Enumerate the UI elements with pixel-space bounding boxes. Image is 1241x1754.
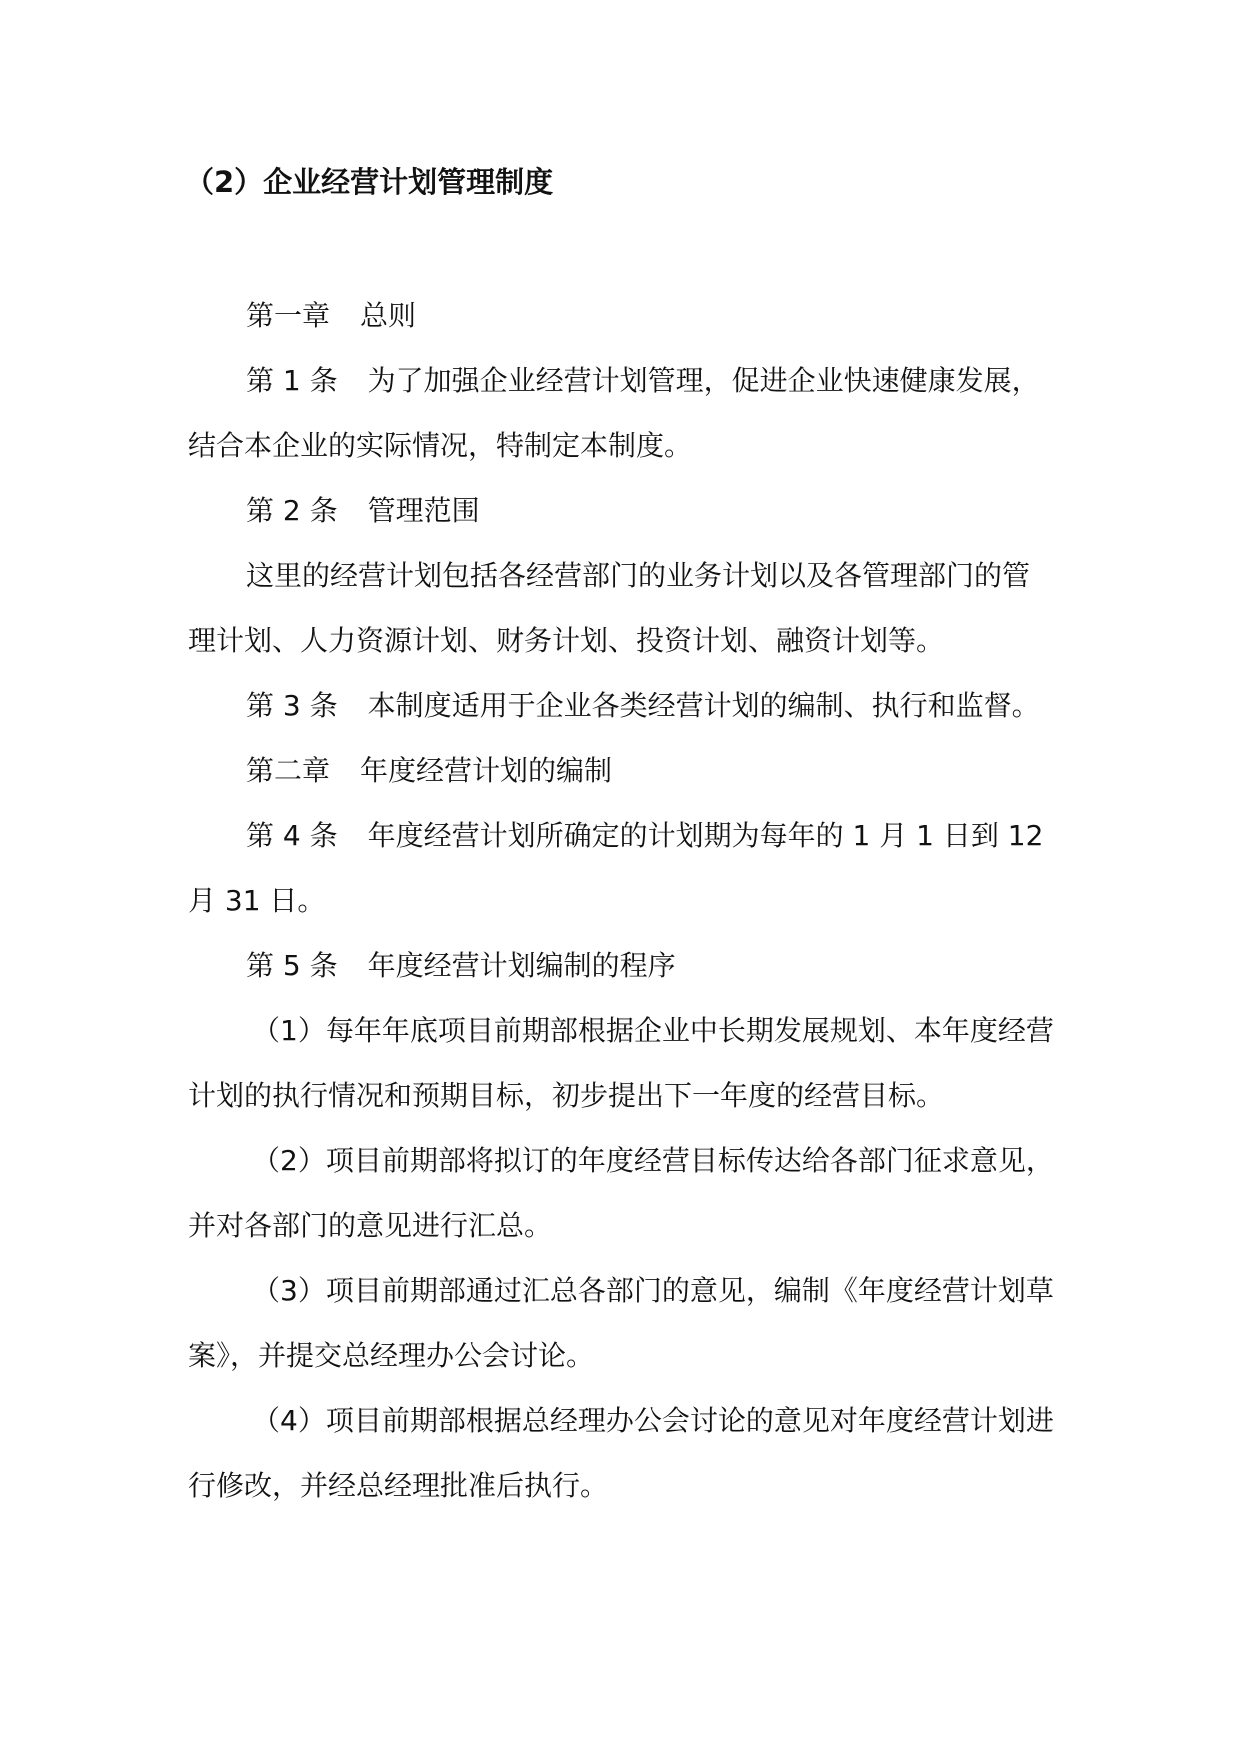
chapter-label: 第一章 xyxy=(246,299,331,332)
article-label: 第 4 条 xyxy=(246,819,338,852)
body-paragraph: 这里的经营计划包括各经营部门的业务计划以及各管理部门的管理计划、人力资源计划、财务计划、投资计划、融资计划等。 xyxy=(188,559,1031,657)
chapter-heading xyxy=(188,738,1056,803)
article-paragraph xyxy=(188,673,1056,738)
list-item: （3）项目前期部通过汇总各部门的意见，编制《年度经营计划草案》，并提交总经理办公会讨论。 xyxy=(188,1274,1054,1372)
article-text: 本制度适用于企业各类经营计划的编制、执行和监督。 xyxy=(367,689,1040,722)
article-paragraph xyxy=(188,933,1056,998)
list-item: （2）项目前期部将拟订的年度经营目标传达给各部门征求意见，并对各部门的意见进行汇总。 xyxy=(188,1144,1054,1242)
document-body xyxy=(188,283,1056,1518)
article-label: 第 5 条 xyxy=(246,949,338,982)
list-item: （1）每年年底项目前期部根据企业中长期发展规划、本年度经营计划的执行情况和预期目标，初步提出下一年度的经营目标。 xyxy=(188,1014,1054,1112)
article-text: 管理范围 xyxy=(367,494,480,527)
chapter-heading xyxy=(188,283,1056,348)
article-paragraph xyxy=(188,803,1056,933)
list-item: （4）项目前期部根据总经理办公会讨论的意见对年度经营计划进行修改，并经总经理批准后执行。 xyxy=(188,1404,1054,1502)
article-paragraph xyxy=(188,348,1056,478)
article-text: 年度经营计划编制的程序 xyxy=(367,949,676,982)
article-text: 年度经营计划所确定的计划期为每年的 1 月 1 日到 12 月 31 日。 xyxy=(188,819,1044,917)
article-label: 第 2 条 xyxy=(246,494,338,527)
article-paragraph xyxy=(188,478,1056,543)
document-title: （2）企业经营计划管理制度 xyxy=(185,165,554,199)
article-text: 为了加强企业经营计划管理，促进企业快速健康发展，结合本企业的实际情况，特制定本制度。 xyxy=(188,364,1040,462)
chapter-title: 年度经营计划的编制 xyxy=(360,754,613,787)
article-label: 第 3 条 xyxy=(246,689,338,722)
chapter-label: 第二章 xyxy=(246,754,331,787)
chapter-title: 总则 xyxy=(360,299,417,332)
article-label: 第 1 条 xyxy=(246,364,338,397)
